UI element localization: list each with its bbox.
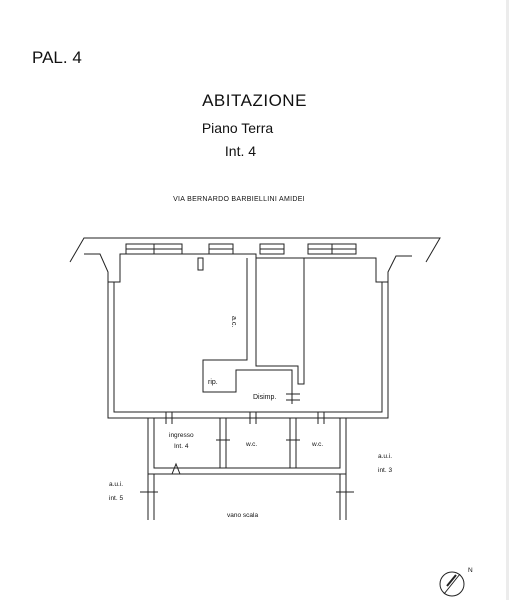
compass-icon [440, 572, 464, 596]
neighbor-left-aui: a.u.i. [109, 481, 124, 488]
rip-label: rip. [208, 379, 218, 386]
window-1 [126, 244, 182, 254]
disimp-label: Disimp. [253, 394, 277, 401]
floor-label: Piano Terra [201, 120, 274, 136]
window-3 [260, 244, 284, 254]
ingresso-label: ingresso [169, 432, 194, 439]
street-name: VIA BERNARDO BARBIELLINI AMIDEI [173, 196, 305, 203]
wc-label-1: w.c. [246, 441, 258, 448]
neighbor-right-int: int. 3 [378, 467, 393, 474]
ac-label: a.c. [230, 316, 237, 328]
wc-label-2: w.c. [312, 441, 324, 448]
page-title: ABITAZIONE [202, 91, 307, 110]
building-label: PAL. 4 [32, 48, 82, 67]
stair-label: vano scala [227, 512, 259, 519]
unit-label: Int. 4 [224, 143, 257, 159]
neighbor-right-aui: a.u.i. [378, 453, 393, 460]
neighbor-left-int: int. 5 [109, 495, 124, 502]
outer-walls [108, 282, 388, 418]
compass-north-label: N [468, 567, 473, 574]
ingresso-int-label: Int. 4 [174, 443, 189, 450]
window-4 [308, 244, 356, 254]
window-2 [209, 244, 233, 254]
